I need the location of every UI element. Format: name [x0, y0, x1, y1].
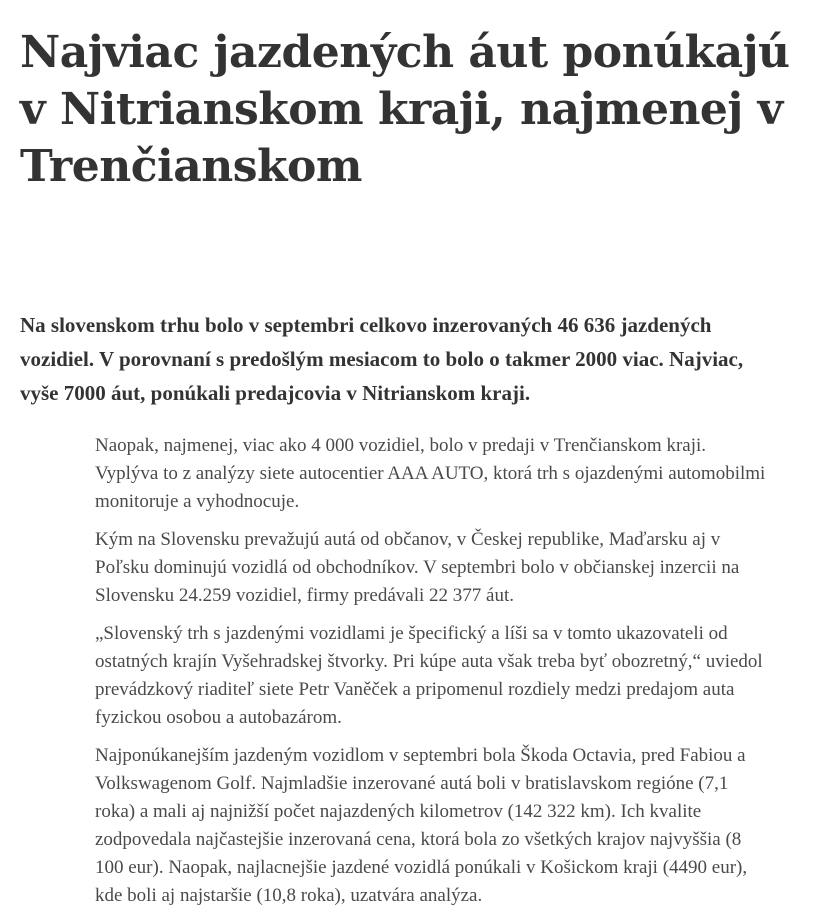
article-body: [95, 432, 767, 918]
article-headline: Najviac jazdených áut ponúkajú v Nitrianskom kraji, najmenej v Trenčianskom: [20, 27, 790, 192]
article-lead: Na slovenskom trhu bolo v septembri celkovo inzerovaných 46 636 jazdených vozidiel. V porovnaní s predošlým mesiacom to bolo o takmer 2000 viac. Najviac, vyše 7000 áut, ponúkali predajcovia v Nitrianskom kraji.: [20, 313, 744, 405]
article-paragraph: Najponúkanejším jazdeným vozidlom v septembri bola Škoda Octavia, pred Fabiou a Volkswagenom Golf. Najmladšie inzerované autá boli v bratislavskom regióne (7,1 roka) a mali aj najnižší počet najazdených kilometrov (142 322 km). Ich kvalite zodpovedala najčastejšie inzerovaná cena, ktorá bola zo všetkých krajov najvyššia (8 100 eur). Naopak, najlacnejšie jazdené vozidlá ponúkali v Košickom kraji (4490 eur), kde boli aj najstaršie (10,8 roka), uzatvára analýza.: [95, 745, 748, 906]
article-paragraph: „Slovenský trh s jazdenými vozidlami je špecifický a líši sa v tomto ukazovateli od ostatných krajín Vyšehradskej štvorky. Pri kúpe auta však treba byť obozretný,“ uviedol prevádzkový riaditeľ siete Petr Vaněček a pripomenul rozdiely medzi predajom auta fyzickou osobou a autobazárom.: [95, 623, 763, 728]
article-paragraph: Naopak, najmenej, viac ako 4 000 vozidiel, bolo v predaji v Trenčianskom kraji. Vyplýva to z analýzy siete autocentier AAA AUTO, ktorá trh s ojazdenými automobilmi monitoruje a vyhodnocuje.: [95, 435, 766, 512]
article-paragraph: Kým na Slovensku prevažujú autá od občanov, v Českej republike, Maďarsku aj v Poľsku dominujú vozidlá od obchodníkov. V septembri bolo v občianskej inzercii na Slovensku 24.259 vozidiel, firmy predávali 22 377 áut.: [95, 529, 740, 606]
